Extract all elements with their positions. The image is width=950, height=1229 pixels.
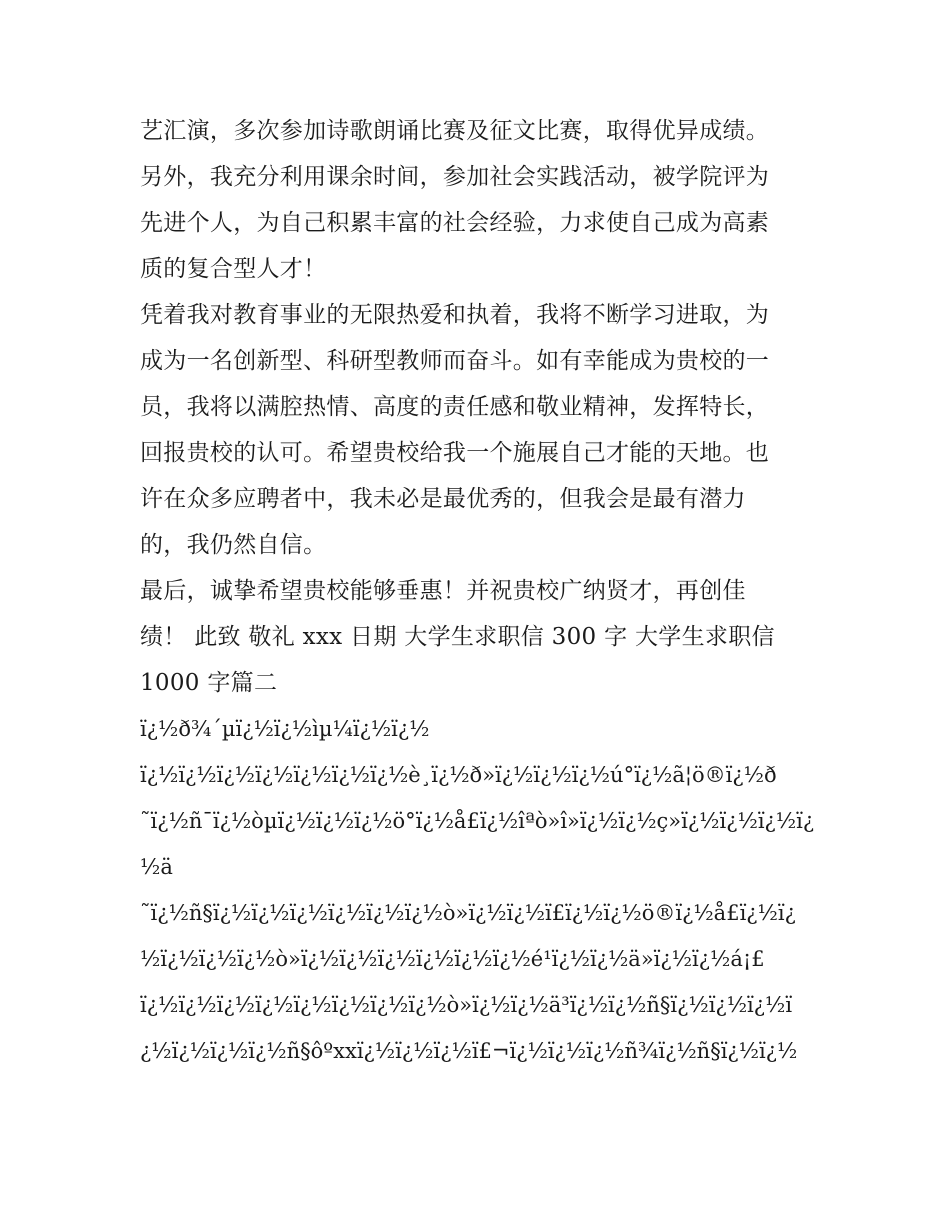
document-body [140, 108, 820, 1074]
text-line: 艺汇演，多次参加诗歌朗诵比赛及征文比赛，取得优异成绩。 [140, 118, 770, 144]
garbled-text-line: ¿½ï¿½ï¿½ï¿½ñ§ôºxxï¿½ï¿½ï¿½ï£¬ï¿½ï¿½ï¿½ñ¾ï¿½ñ§ï¿½ï¿½ [140, 1039, 798, 1063]
garbled-text-line: ˜ï¿½ñ§ï¿½ï¿½ï¿½ï¿½ï¿½ï¿½ò»ï¿½ï¿½ï£ï¿½ï¿½ö®ï¿½å£ï¿½ï¿ [140, 901, 796, 925]
text-line: 1000 字篇二 [140, 670, 278, 696]
text-line: 先进个人，为自己积累丰富的社会经验，力求使自己成为高素 [140, 210, 770, 236]
text-line: 绩！ 此致 敬礼 xxx 日期 大学生求职信 300 字 大学生求职信 [140, 624, 775, 650]
text-line: 质的复合型人才！ [140, 256, 327, 282]
text-line: 的，我仍然自信。 [140, 532, 327, 558]
text-line: 另外，我充分利用课余时间，参加社会实践活动，被学院评为 [140, 164, 770, 190]
garbled-text-line: ï¿½ï¿½ï¿½ï¿½ï¿½ï¿½ï¿½ï¿½ò»ï¿½ï¿½ä³ï¿½ï¿½ñ§ï¿½ï¿½ï¿½ï [140, 993, 793, 1017]
garbled-text-line: ½ï¿½ï¿½ï¿½ò»ï¿½ï¿½ï¿½ï¿½ï¿½ï¿½é¹ï¿½ï¿½ä»ï¿½ï¿½á¡£ [140, 947, 765, 971]
text-line: 员，我将以满腔热情、高度的责任感和敬业精神，发挥特长， [140, 394, 770, 420]
text-line: 回报贵校的认可。希望贵校给我一个施展自己才能的天地。也 [140, 440, 770, 466]
text-line: 成为一名创新型、科研型教师而奋斗。如有幸能成为贵校的一 [140, 348, 770, 374]
garbled-text-line: ½ä [140, 855, 173, 879]
garbled-text-line: ï¿½ð¾´µï¿½ï¿½ìµ¼ï¿½ï¿½ [140, 717, 430, 741]
text-line: 许在众多应聘者中，我未必是最优秀的，但我会是最有潜力 [140, 486, 746, 512]
text-line: 凭着我对教育事业的无限热爱和执着，我将不断学习进取，为 [140, 302, 770, 328]
text-line: 最后，诚挚希望贵校能够垂惠！并祝贵校广纳贤才，再创佳 [140, 578, 746, 604]
garbled-text-line: ˜ï¿½ñ¯ï¿½òµï¿½ï¿½ï¿½ö°ï¿½å£ï¿½îªò»î»ï¿½ï¿½ç»ï¿½ï¿½ï¿½ï¿ [140, 809, 815, 833]
garbled-text-line: ï¿½ï¿½ï¿½ï¿½ï¿½ï¿½ï¿½è¸ï¿½ð»ï¿½ï¿½ï¿½ú°ï¿½ã¦ö®ï¿½ð [140, 763, 777, 787]
